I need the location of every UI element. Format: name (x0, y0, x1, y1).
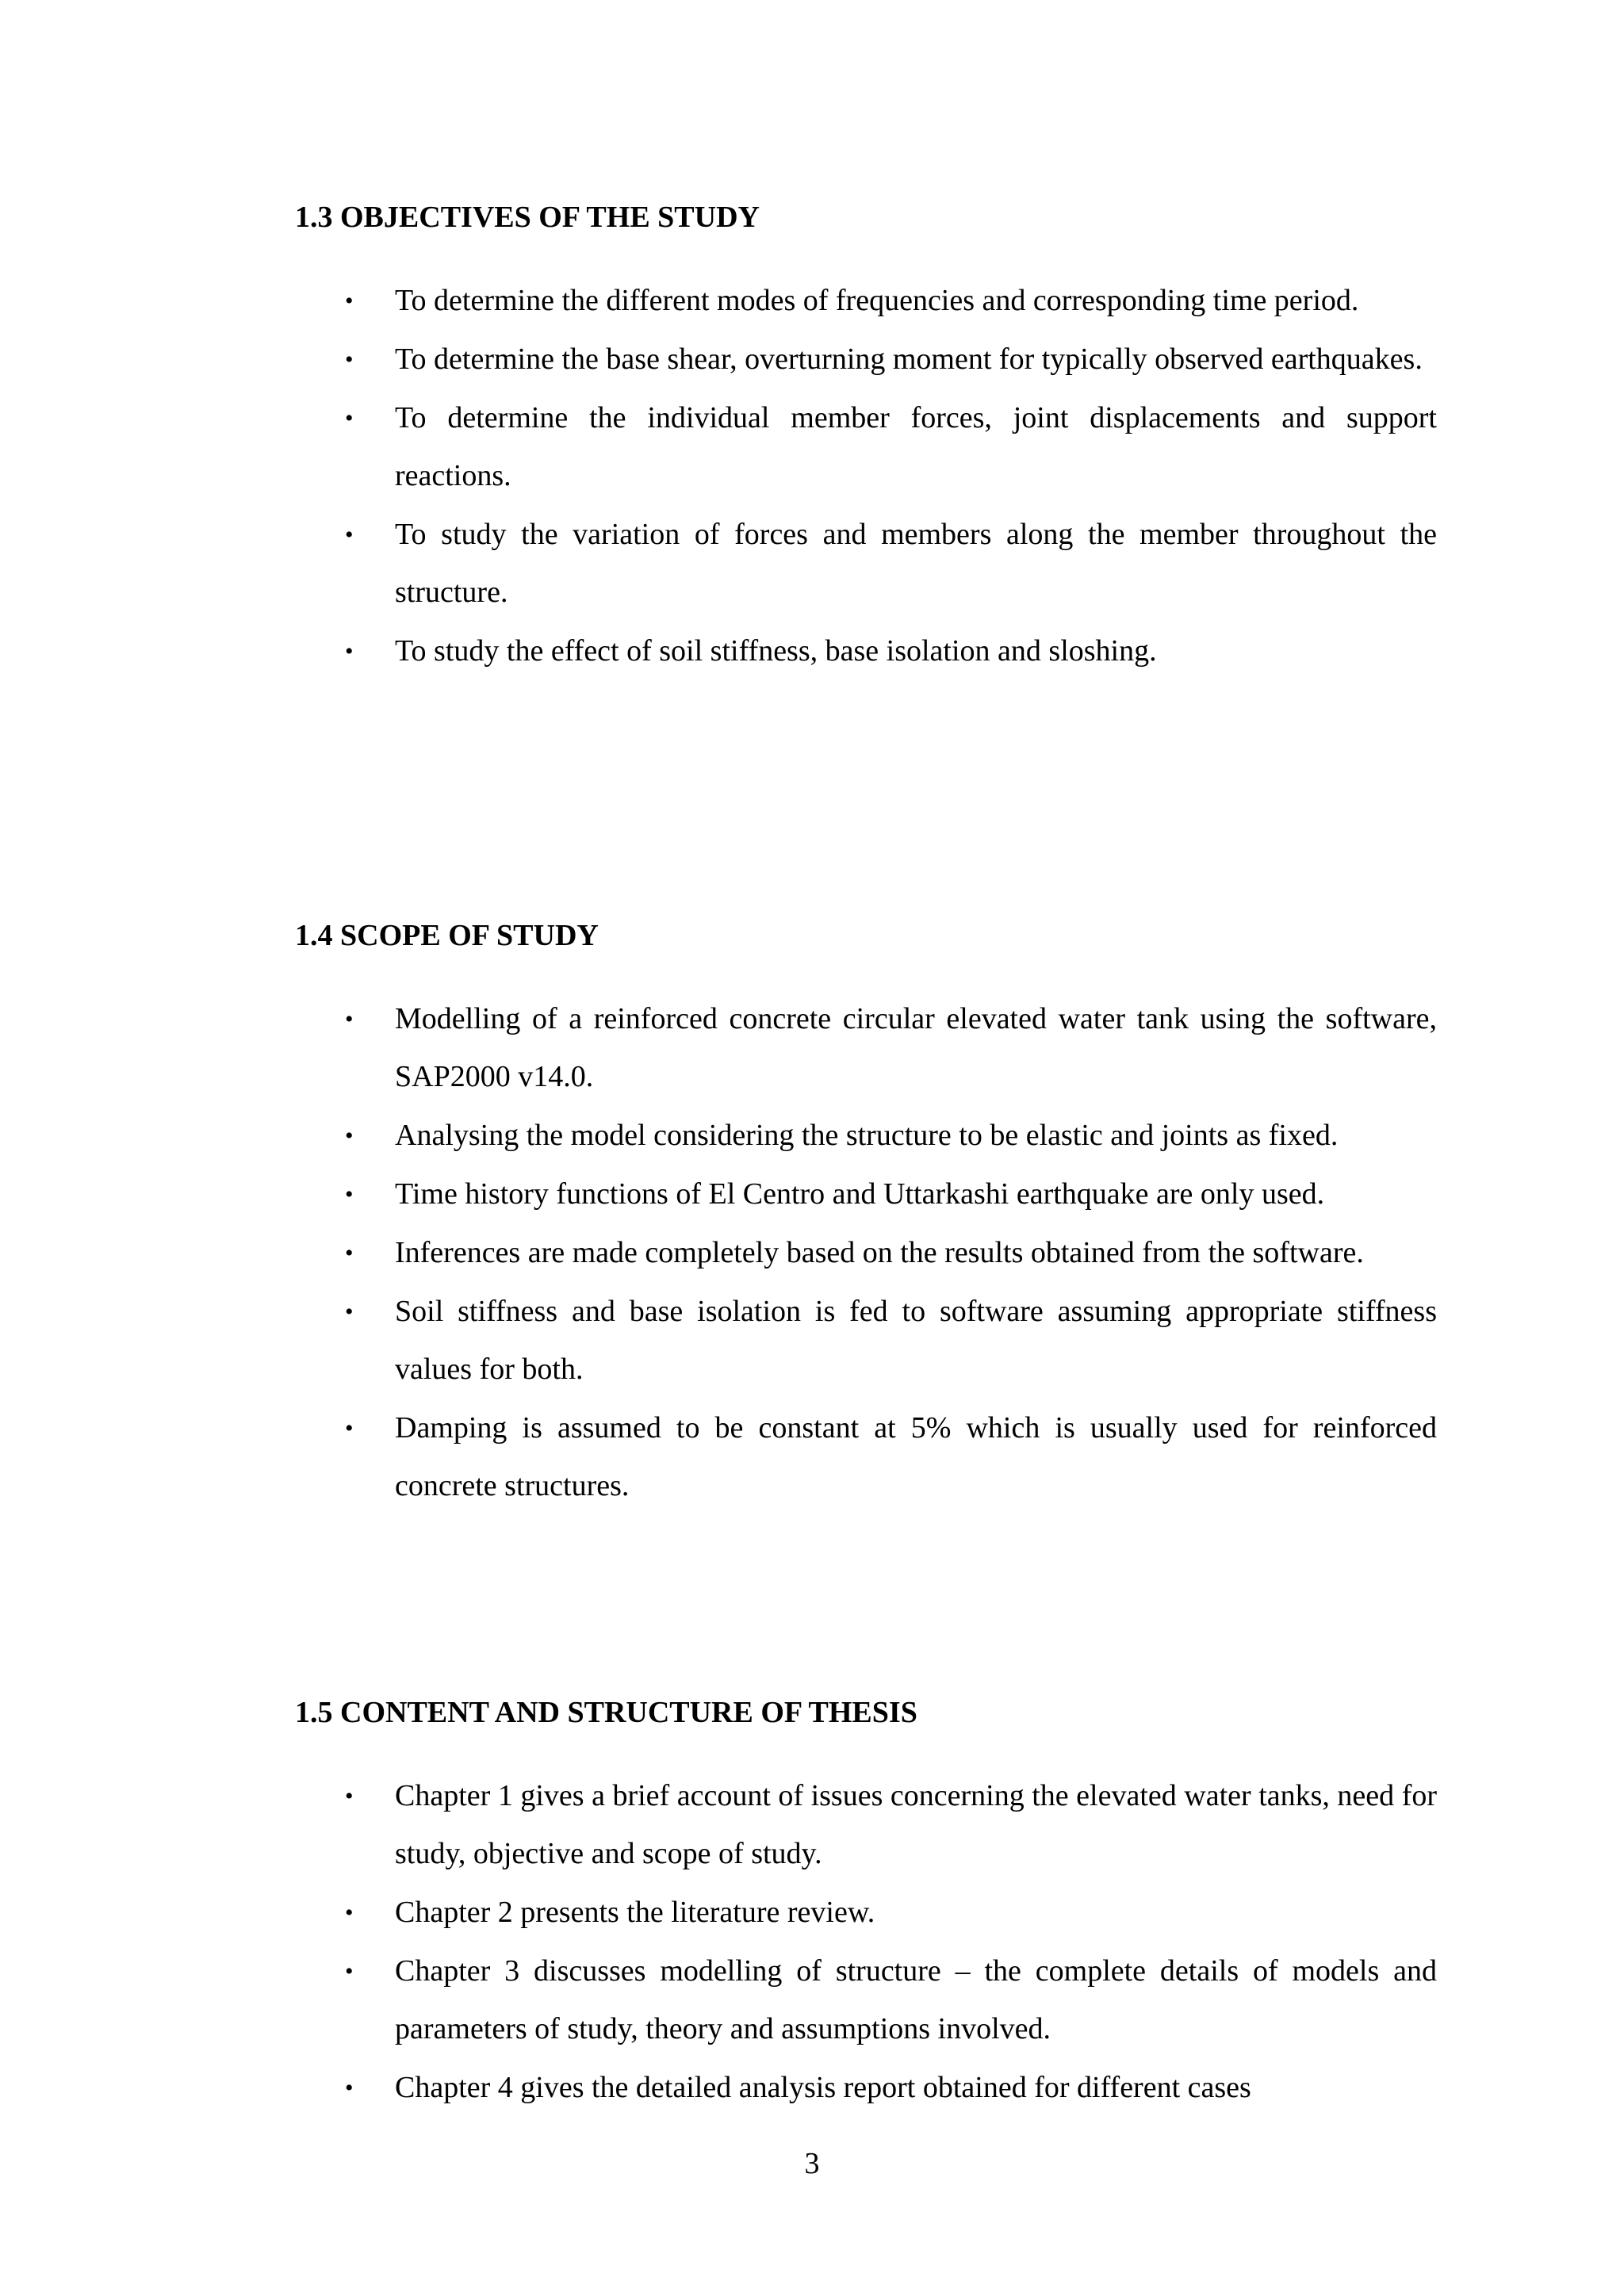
bullet-icon: • (345, 1415, 354, 1441)
bullet-list (345, 990, 1437, 1516)
bullet-list (345, 1767, 1437, 2118)
list-item-text: Analysing the model considering the structure to be elastic and joints as fixed. (395, 1119, 1339, 1152)
list-item (345, 1767, 1437, 1883)
list-item-text: To determine the individual member forces, joint displacements and support reactions. (395, 401, 1437, 492)
section-content-structure (295, 1693, 1437, 2104)
bullet-icon: • (345, 2075, 354, 2101)
bullet-icon: • (345, 1958, 354, 1984)
list-item-text: To determine the base shear, overturning moment for typically observed earthquakes. (395, 342, 1423, 376)
list-item (345, 389, 1437, 505)
bullet-icon: • (345, 522, 354, 548)
page-number: 3 (804, 2147, 820, 2180)
bullet-icon: • (345, 638, 354, 664)
list-item (345, 1224, 1437, 1282)
list-item (345, 1283, 1437, 1399)
list-item-text: To study the effect of soil stiffness, base isolation and sloshing. (395, 634, 1157, 668)
list-item (345, 990, 1437, 1106)
list-item-text: Chapter 4 gives the detailed analysis report obtained for different cases (395, 2071, 1251, 2104)
bullet-icon: • (345, 1181, 354, 1207)
bullet-icon: • (345, 1299, 354, 1325)
section-objectives (295, 198, 1437, 668)
list-item-text: Modelling of a reinforced concrete circular elevated water tank using the software, SAP2000 v14.0. (395, 1002, 1437, 1093)
bullet-icon: • (345, 1006, 354, 1032)
list-item (345, 1884, 1437, 1942)
list-item (345, 1165, 1437, 1223)
section-heading: 1.3 OBJECTIVES OF THE STUDY (295, 201, 760, 234)
list-item (345, 622, 1437, 680)
bullet-icon: • (345, 1240, 354, 1266)
list-item (345, 331, 1437, 388)
list-item-text: Chapter 1 gives a brief account of issues concerning the elevated water tanks, need for study, objective and scope of study. (395, 1779, 1437, 1870)
list-item (345, 1399, 1437, 1515)
list-item-text: Soil stiffness and base isolation is fed to software assuming appropriate stiffness values for both. (395, 1295, 1437, 1386)
list-item-text: Damping is assumed to be constant at 5% which is usually used for reinforced concrete structures. (395, 1411, 1437, 1502)
bullet-list (345, 272, 1437, 681)
section-heading: 1.5 CONTENT AND STRUCTURE OF THESIS (295, 1696, 917, 1729)
bullet-icon: • (345, 288, 354, 314)
bullet-icon: • (345, 405, 354, 431)
list-item (345, 506, 1437, 622)
bullet-icon: • (345, 1900, 354, 1926)
bullet-icon: • (345, 1123, 354, 1149)
list-item (345, 2059, 1437, 2117)
list-item (345, 272, 1437, 330)
list-item (345, 1942, 1437, 2058)
list-item-text: To determine the different modes of frequencies and corresponding time period. (395, 284, 1359, 317)
list-item-text: Chapter 2 presents the literature review. (395, 1896, 875, 1929)
section-heading: 1.4 SCOPE OF STUDY (295, 919, 599, 952)
list-item-text: Chapter 3 discusses modelling of structure – the complete details of models and parameters of study, theory and assumptions involved. (395, 1954, 1437, 2045)
bullet-icon: • (345, 1783, 354, 1809)
list-item-text: Inferences are made completely based on the results obtained from the software. (395, 1236, 1364, 1269)
list-item-text: To study the variation of forces and members along the member throughout the structure. (395, 518, 1437, 609)
list-item-text: Time history functions of El Centro and Uttarkashi earthquake are only used. (395, 1177, 1325, 1211)
bullet-icon: • (345, 346, 354, 373)
section-scope (295, 916, 1437, 1502)
list-item (345, 1107, 1437, 1165)
